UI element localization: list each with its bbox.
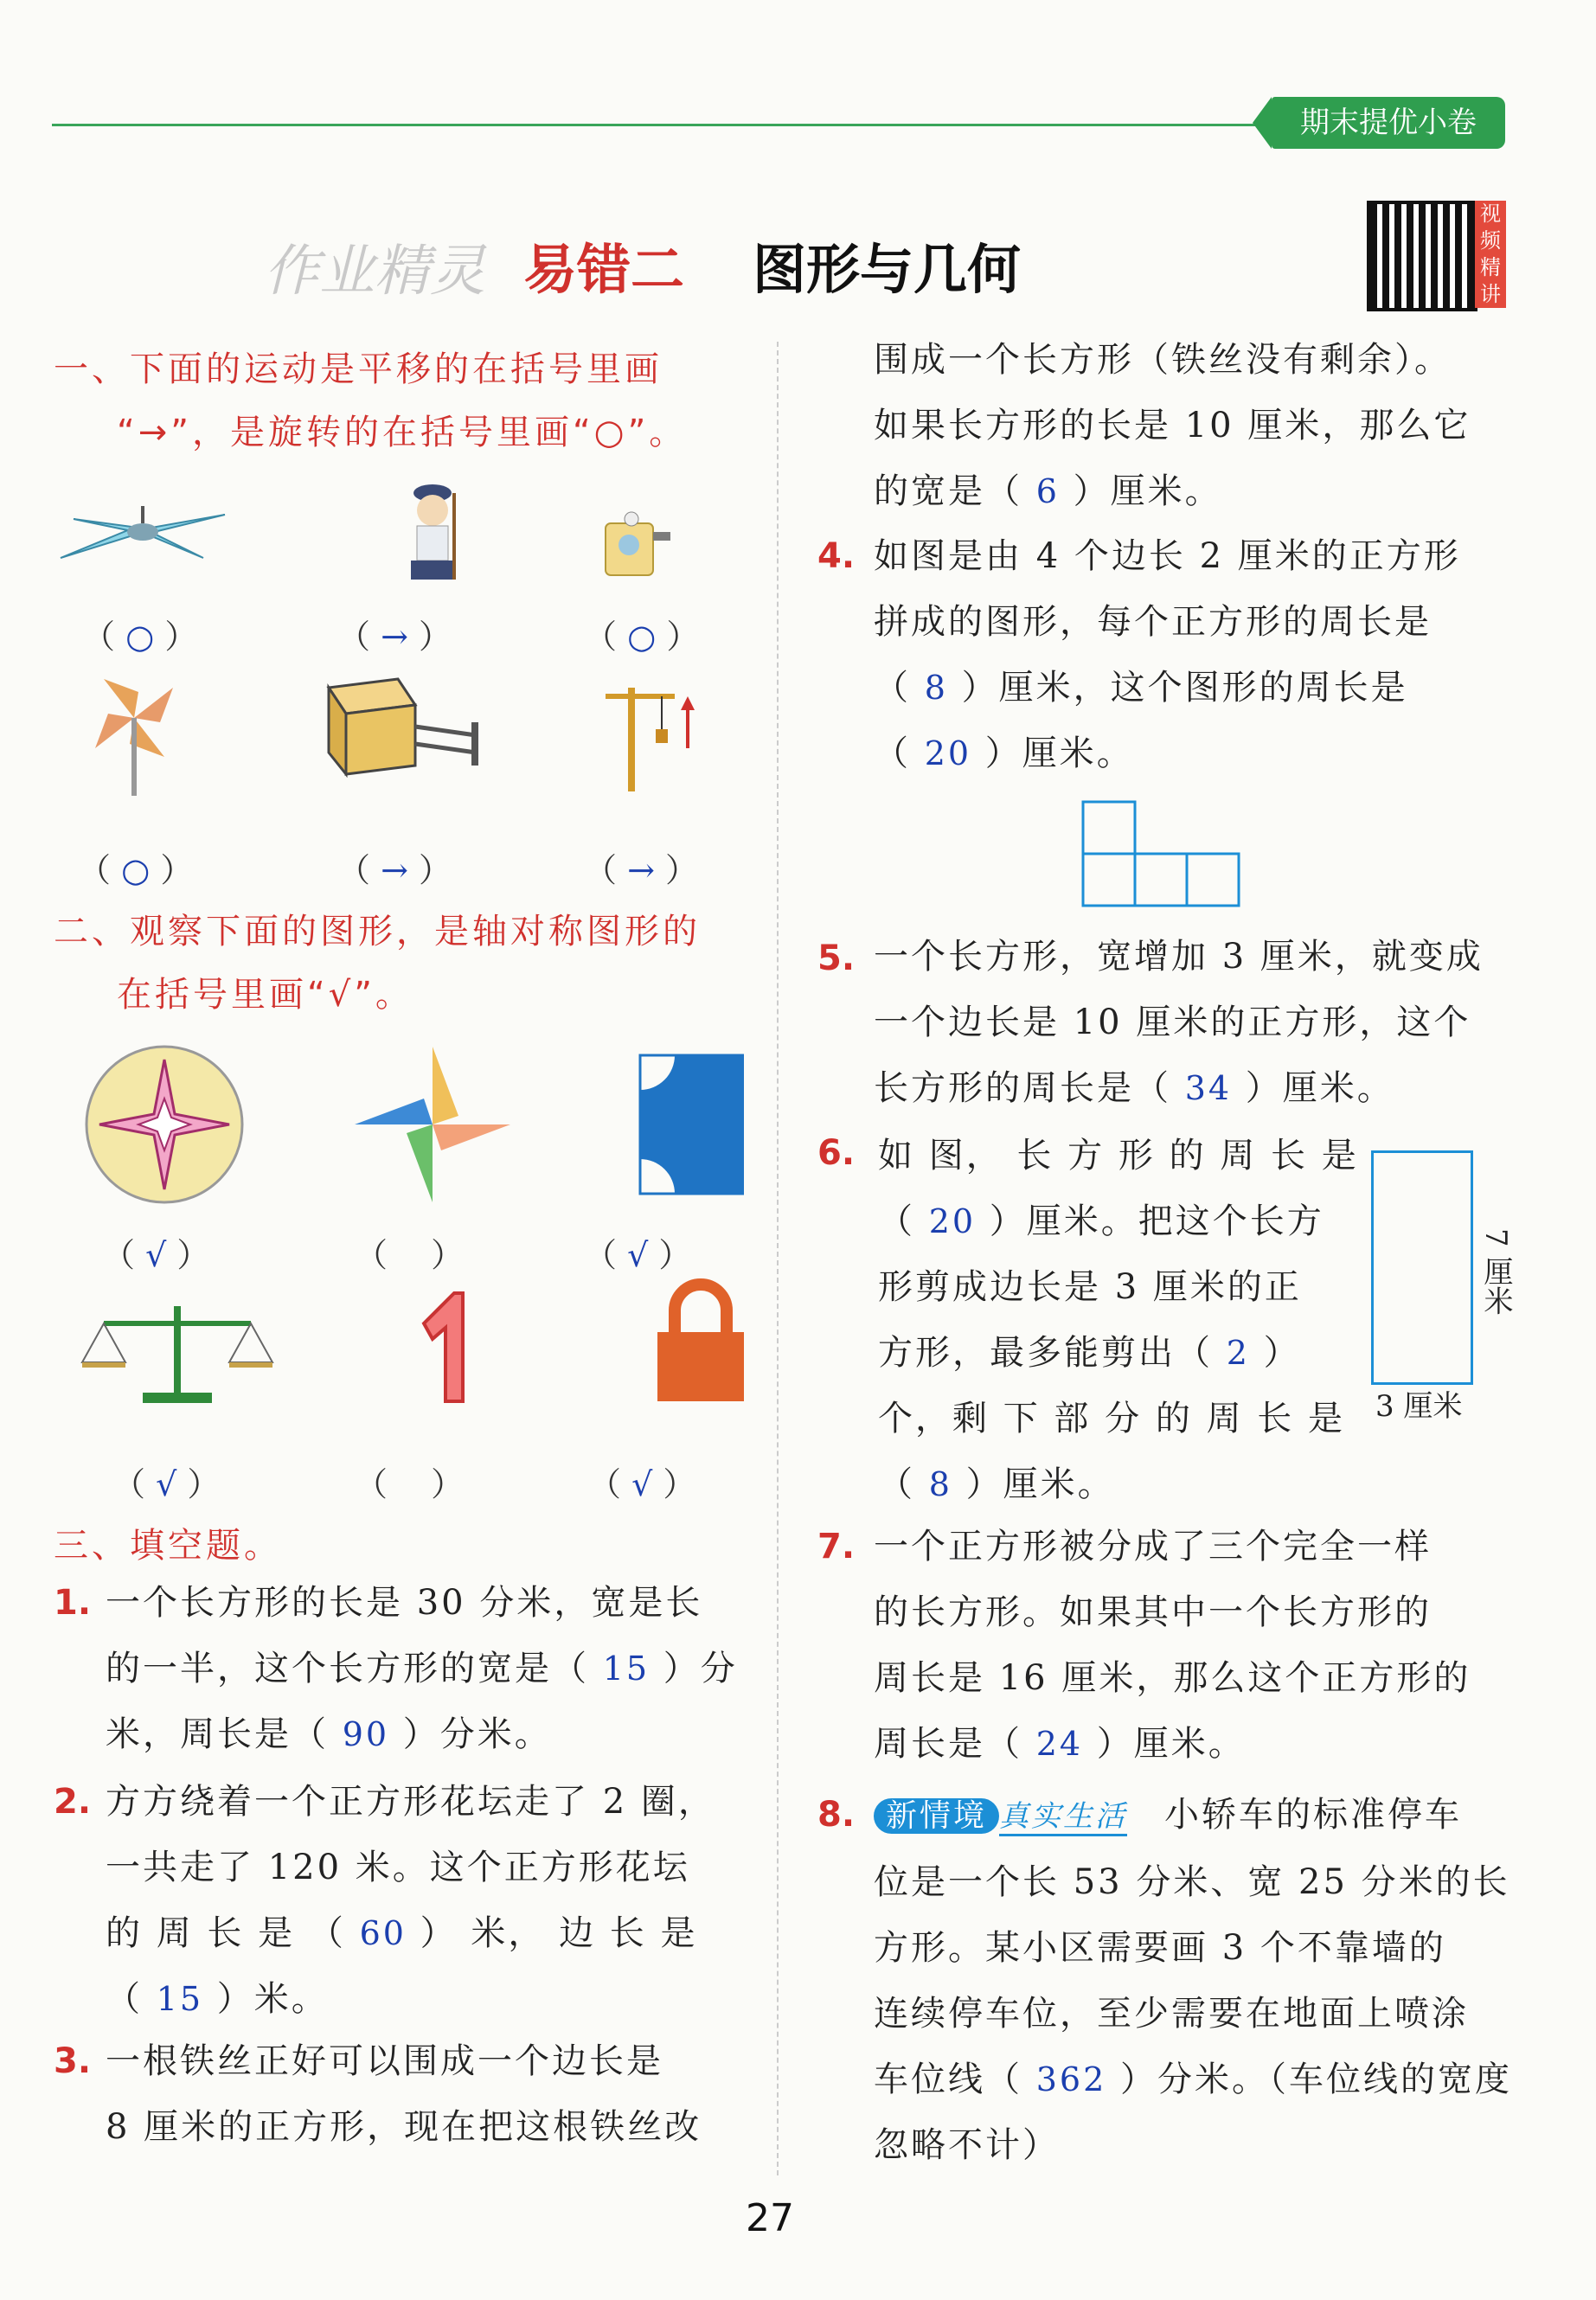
q4-text — [874, 523, 1531, 786]
q6-answer2: 2 — [1226, 1334, 1250, 1372]
title-part1: 易错二 — [523, 238, 685, 301]
q6-text — [878, 1123, 1362, 1517]
answer-slot: （ √ ） — [588, 1465, 696, 1503]
q4-line2: 拼成的图形，每个正方形的周长是 — [874, 602, 1432, 642]
answer-slot: （ ） — [355, 1465, 465, 1503]
tower-crane-icon — [606, 688, 695, 791]
q4-number: 4. — [817, 536, 856, 576]
q4-figure — [1081, 800, 1246, 908]
column-divider — [777, 342, 779, 2175]
sec2-line2: 在括号里画“√”。 — [117, 975, 413, 1015]
q3-text-left — [106, 2028, 746, 2160]
qr-code-icon[interactable] — [1367, 201, 1477, 311]
pinwheel-icon — [95, 679, 173, 796]
drawer-icon — [329, 679, 478, 774]
padlock-icon — [657, 1285, 744, 1401]
pencil-sharpener-icon — [606, 512, 670, 575]
q1-answer2: 90 — [342, 1715, 390, 1753]
sec1-line1: 一、下面的运动是平移的在括号里画 — [54, 349, 663, 389]
answer-value: → — [381, 618, 408, 656]
q4-answer2: 20 — [924, 734, 972, 772]
q7-line2: 的长方形。如果其中一个长方形的 — [874, 1592, 1432, 1632]
q3-line3: 围成一个长方形（铁丝没有剩余）。 — [874, 340, 1452, 380]
compass-rose-icon — [87, 1047, 242, 1202]
answer-value: √ — [627, 1236, 649, 1274]
answer-slot: （ ○ ） — [584, 618, 700, 656]
q6-line4: 方形，最多能剪出（ 2 ） — [878, 1333, 1301, 1373]
sec1-line2: “→”，是旋转的在括号里画“○”。 — [117, 413, 688, 452]
answer-value: √ — [631, 1465, 653, 1503]
page-number: 27 — [746, 2196, 794, 2240]
real-life-tag: 真实生活 — [999, 1799, 1127, 1836]
q8-answer: 362 — [1035, 2060, 1107, 2098]
q6-rectangle — [1371, 1150, 1473, 1385]
q7-line4: 周长是（ 24 ）厘米。 — [874, 1724, 1246, 1764]
answer-value: √ — [156, 1465, 177, 1503]
answer-value: → — [627, 851, 655, 889]
q1-line3: 米，周长是（ 90 ）分米。 — [106, 1714, 552, 1754]
q2-answer2: 15 — [156, 1980, 204, 2018]
q1-line2: 的一半，这个长方形的宽是（ 15 ）分 — [106, 1649, 738, 1688]
answer-slot: （ → ） — [337, 618, 452, 656]
q6-line2: （ 20 ）厘米。把这个长方 — [878, 1201, 1324, 1241]
answer-slot: （ → ） — [584, 851, 699, 889]
q8-line3: 方形。某小区需要画 3 个不靠墙的 — [874, 1928, 1446, 1968]
q3-line4: 如果长方形的长是 10 厘米，那么它 — [874, 406, 1471, 445]
q4-line1: 如图是由 4 个边长 2 厘米的正方形 — [874, 536, 1461, 576]
answer-value: √ — [145, 1236, 167, 1274]
q3-answer: 6 — [1035, 472, 1060, 510]
answer-value: ○ — [121, 851, 151, 889]
answer-slot: （ √ ） — [102, 1236, 210, 1274]
answer-slot: （ ○ ） — [78, 851, 194, 889]
answer-slot: （ √ ） — [584, 1236, 692, 1274]
new-context-tag: 新情境 — [874, 1798, 999, 1834]
q3-line5: 的宽是（ 6 ）厘米。 — [874, 471, 1222, 511]
answer-slot: （ ○ ） — [82, 618, 198, 656]
q7-line1: 一个正方形被分成了三个完全一样 — [874, 1527, 1432, 1566]
erhu-player-icon — [411, 484, 454, 580]
q4-line3: （ 8 ）厘米，这个图形的周长是 — [874, 668, 1408, 708]
qr-label — [1475, 201, 1506, 308]
answer-value: ○ — [627, 618, 657, 656]
q6-number: 6. — [817, 1133, 856, 1173]
q6-answer3: 8 — [928, 1465, 952, 1503]
sec2-line1: 二、观察下面的图形，是轴对称图形的 — [54, 912, 701, 951]
answer-slot: （ → ） — [337, 851, 452, 889]
q6-line1: 如 图， 长 方 形 的 周 长 是 — [878, 1136, 1359, 1176]
q2-line1: 方方绕着一个正方形花坛走了 2 圈， — [106, 1782, 715, 1822]
q1-number: 1. — [54, 1583, 92, 1623]
q7-line3: 周长是 16 厘米，那么这个正方形的 — [874, 1658, 1471, 1698]
q6-line5: 个，剩 下 部 分 的 周 长 是 — [878, 1399, 1346, 1438]
q8-line5: 车位线（ 362 ）分米。（车位线的宽度 — [874, 2060, 1512, 2099]
q6-width-label: 3 厘米 — [1375, 1389, 1463, 1424]
answer-slot: （ ） — [355, 1236, 465, 1274]
q1-text — [106, 1570, 746, 1767]
qr-label-text: 视频精讲 — [1480, 202, 1501, 306]
q5-line1: 一个长方形，宽增加 3 厘米，就变成 — [874, 937, 1484, 977]
sec1-images — [52, 467, 744, 874]
q2-line3: 的 周 长 是 （ 60 ） 米， 边 长 是 — [106, 1913, 698, 1953]
q5-number: 5. — [817, 939, 856, 978]
section-badge: 期末提优小卷 — [1272, 97, 1505, 149]
balance-scale-icon — [82, 1306, 272, 1403]
q3-text-right — [874, 327, 1531, 524]
answer-value: ○ — [125, 618, 155, 656]
q7-number: 7. — [817, 1527, 856, 1566]
q6-answer1: 20 — [928, 1202, 977, 1240]
q7-answer: 24 — [1035, 1725, 1084, 1763]
q7-text — [874, 1514, 1531, 1777]
q6-line3: 形剪成边长是 3 厘米的正 — [878, 1267, 1302, 1307]
q6-height-label: 7 厘米 — [1478, 1228, 1513, 1316]
q5-line3: 长方形的周长是（ 34 ）厘米。 — [874, 1068, 1394, 1108]
q2-number: 2. — [54, 1782, 92, 1822]
q3-number: 3. — [54, 2041, 92, 2081]
q8-line2: 位是一个长 53 分米、宽 25 分米的长 — [874, 1862, 1510, 1902]
q2-text — [106, 1769, 746, 2032]
q5-line2: 一个边长是 10 厘米的正方形，这个 — [874, 1003, 1471, 1042]
answer-slot: （ √ ） — [112, 1465, 221, 1503]
q2-line2: 一共走了 120 米。这个正方形花坛 — [106, 1848, 690, 1887]
q8-line6: 忽略不计） — [874, 2125, 1060, 2165]
q2-line4: （ 15 ）米。 — [106, 1979, 329, 2019]
q4-line4: （ 20 ）厘米。 — [874, 734, 1134, 773]
q3-line2: 8 厘米的正方形，现在把这根铁丝改 — [106, 2107, 702, 2147]
q8-line1: 新情境 真实生活 小轿车的标准停车 — [874, 1782, 1531, 1849]
q8-line4: 连续停车位，至少需要在地面上喷涂 — [874, 1994, 1469, 2034]
title-part2: 图形与几何 — [753, 238, 1022, 301]
answer-value: → — [381, 851, 408, 889]
windmill-shape-icon — [355, 1047, 510, 1202]
q1-line1: 一个长方形的长是 30 分米，宽是长 — [106, 1583, 703, 1623]
q8-text — [874, 1782, 1531, 2178]
watermark: 作业精灵 — [264, 240, 485, 304]
q8-number: 8. — [817, 1795, 856, 1835]
q5-answer: 34 — [1184, 1069, 1233, 1107]
q6-line6: （ 8 ）厘米。 — [878, 1464, 1115, 1504]
header-rule — [52, 124, 1272, 126]
q1-answer1: 15 — [602, 1650, 651, 1688]
q5-text — [874, 924, 1531, 1121]
number-one-icon — [424, 1293, 463, 1401]
q4-answer1: 8 — [924, 669, 948, 707]
q2-answer1: 60 — [359, 1914, 407, 1952]
cross-square-icon — [606, 1021, 744, 1228]
q3-line1: 一根铁丝正好可以围成一个边长是 — [106, 2041, 663, 2081]
ceiling-fan-icon — [61, 506, 225, 558]
sec3-heading: 三、填空题。 — [54, 1526, 282, 1566]
